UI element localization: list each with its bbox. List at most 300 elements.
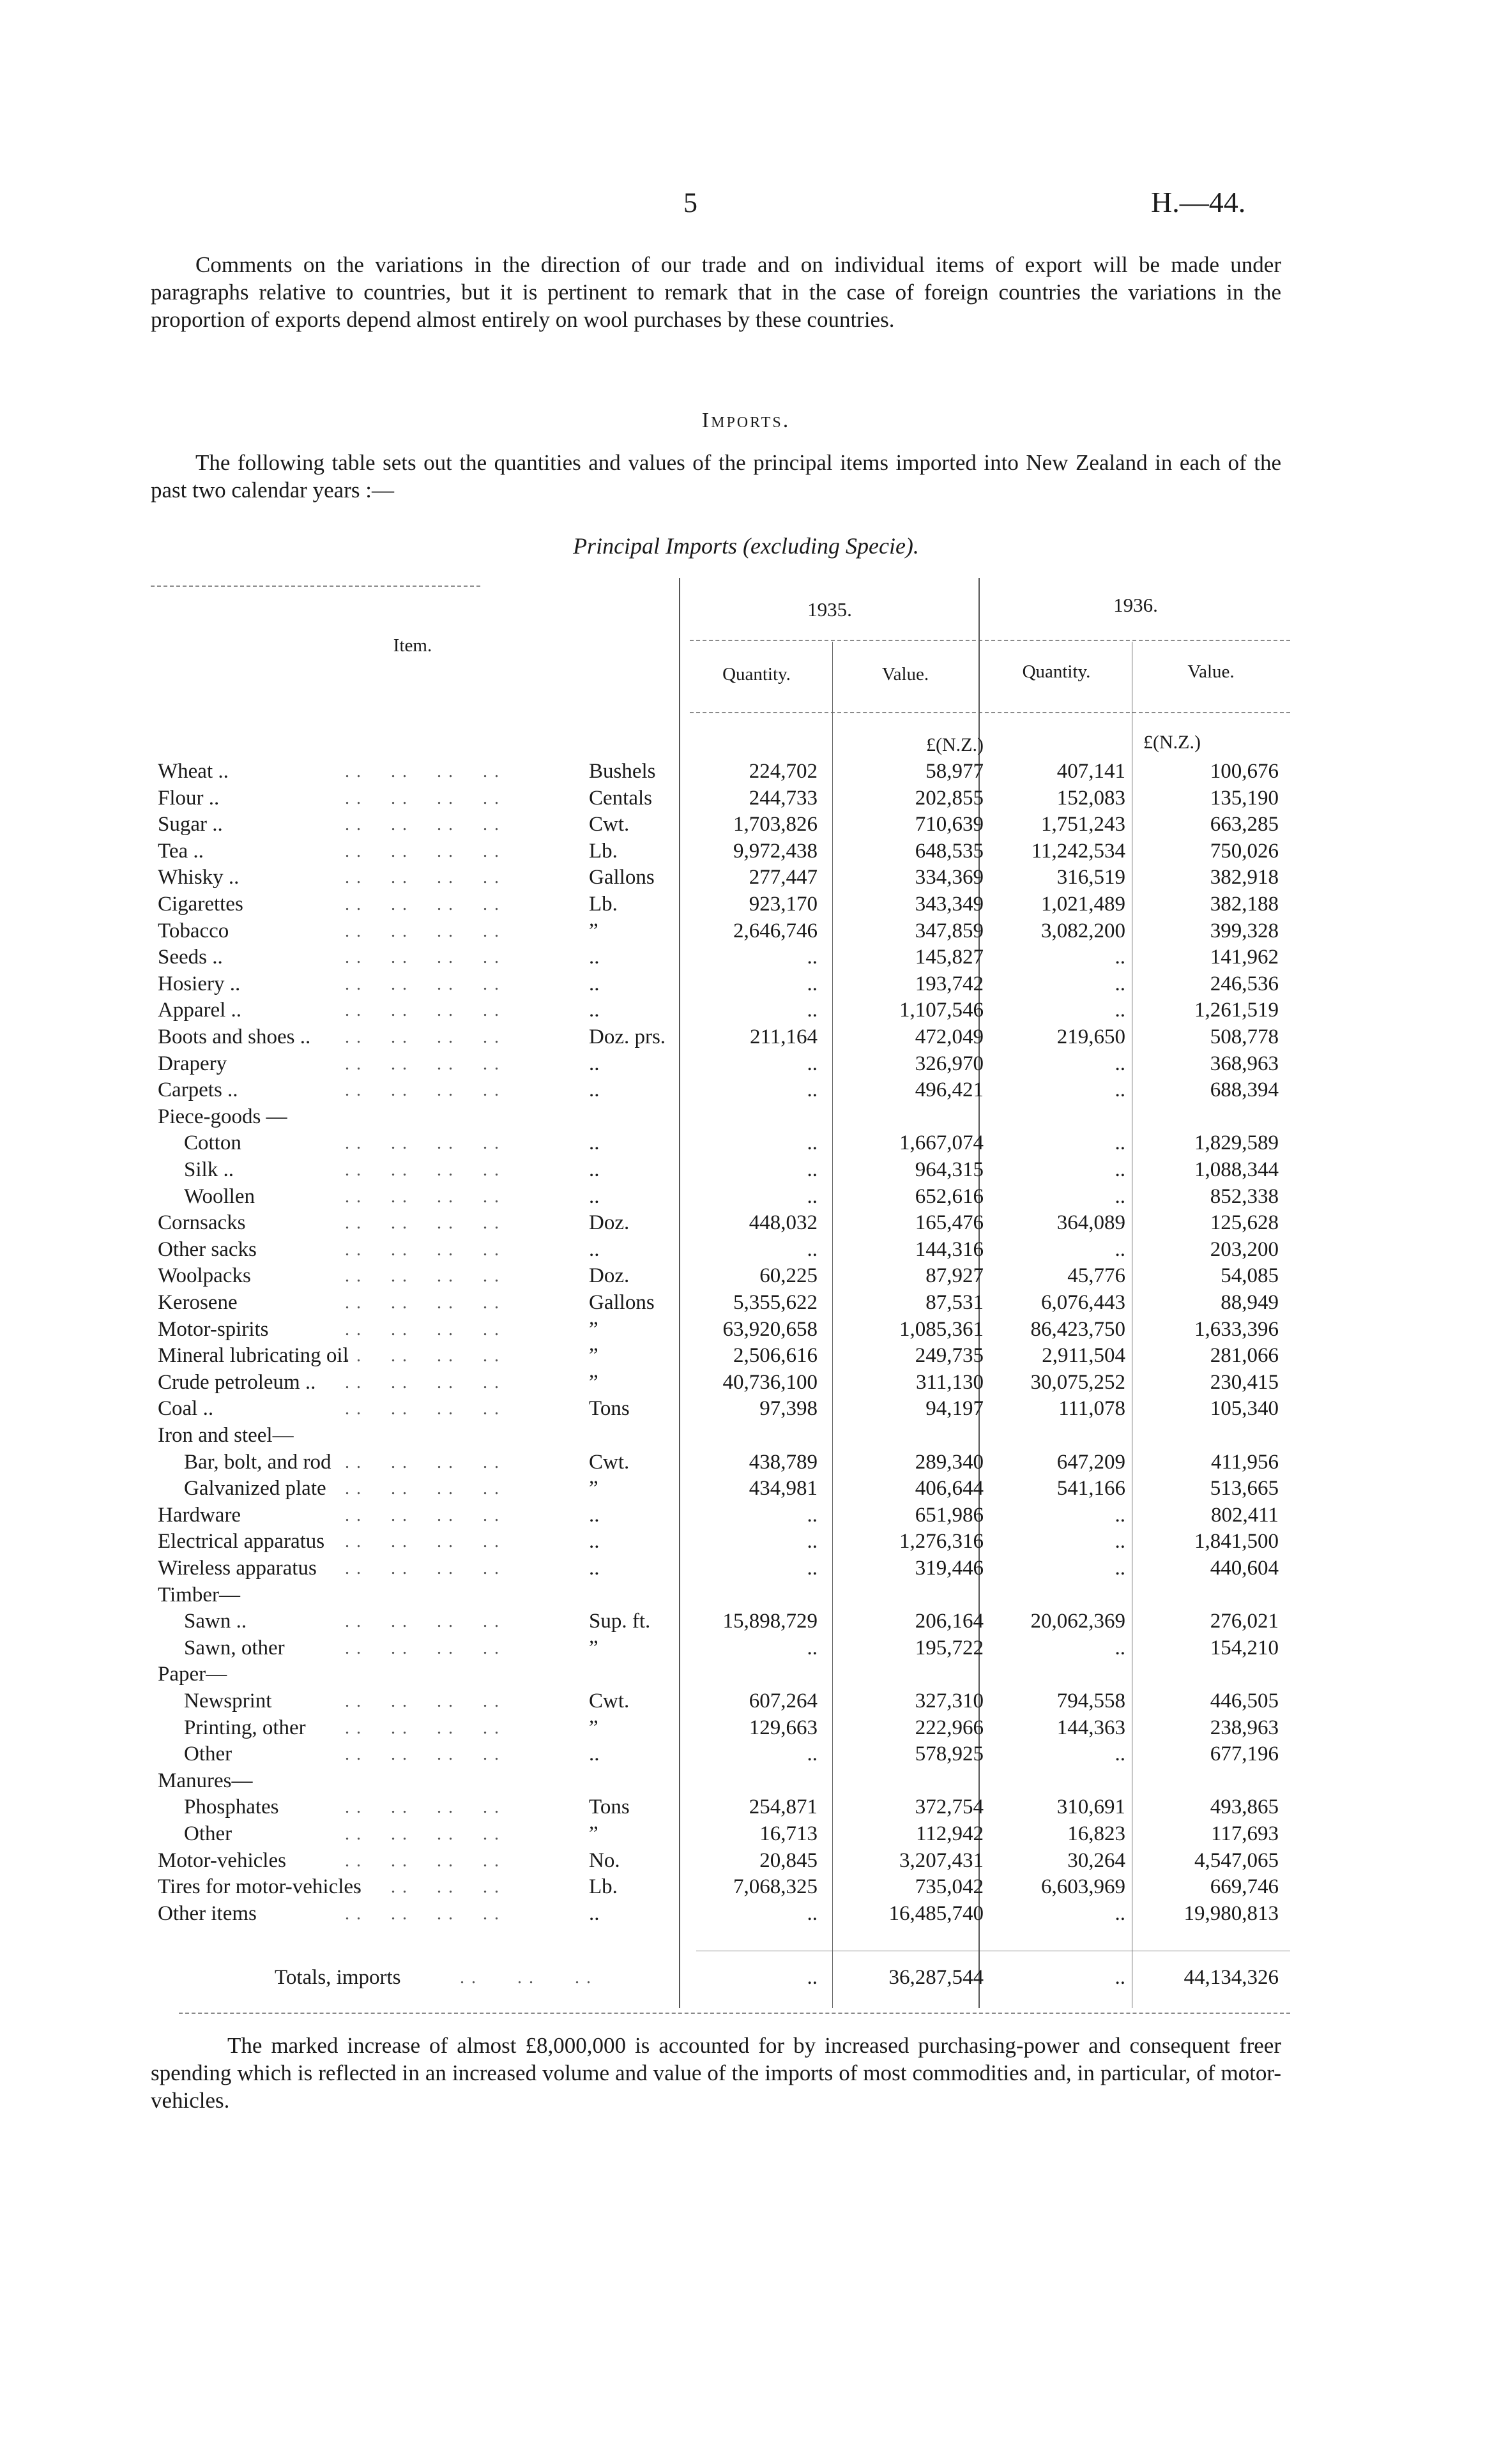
dot-leader: . . . . . . . . <box>345 1133 500 1154</box>
value-1935-cell: 343,349 <box>915 893 984 916</box>
item-name: Bar, bolt, and rod <box>184 1450 331 1474</box>
dot-leader: . . . . . . . . <box>345 1372 500 1393</box>
table-row <box>0 1051 1492 1077</box>
item-name: Coal .. <box>158 1397 214 1421</box>
value-1935-cell: 372,754 <box>915 1795 984 1819</box>
item-name: Silk .. <box>184 1158 234 1181</box>
quantity-1936-cell: 111,078 <box>1058 1397 1125 1421</box>
quantity-1936-cell: .. <box>1115 1184 1125 1208</box>
quantity-1936-cell: .. <box>1115 1742 1125 1766</box>
item-name: Sugar .. <box>158 813 223 836</box>
closing-paragraph: The marked increase of almost £8,000,000 is accounted for by increased purchasing-power and consequent freer spending which is reflected in an increased volume and value of the imports of most commodities and, in particular, of motor-vehicles. <box>151 2033 1281 2113</box>
total-value-1935: 36,287,544 <box>888 1966 984 1989</box>
quantity-1936-cell: .. <box>1115 1530 1125 1553</box>
quantity-1935-cell: .. <box>807 1636 818 1659</box>
table-row <box>0 1688 1492 1714</box>
value-1936-cell: 382,188 <box>1210 893 1279 916</box>
value-1935-cell: 16,485,740 <box>888 1901 984 1925</box>
unit-cell: ” <box>589 1636 598 1659</box>
currency-1936: £(N.Z.) <box>1143 732 1201 753</box>
quantity-1936-cell: 219,650 <box>1056 1025 1125 1048</box>
dot-leader: . . . . . . . . <box>345 1505 500 1525</box>
value-1935-cell: 496,421 <box>915 1078 984 1102</box>
quantity-1935-cell: 40,736,100 <box>722 1370 818 1394</box>
item-name: Flour .. <box>158 786 220 810</box>
quantity-1935-cell: 15,898,729 <box>722 1610 818 1633</box>
header-value-1935: Value. <box>881 664 929 684</box>
quantity-1935-cell: .. <box>807 1158 818 1181</box>
table-row <box>0 759 1492 785</box>
table-row <box>0 1290 1492 1316</box>
quantity-1935-cell: 7,068,325 <box>733 1875 818 1899</box>
item-name: Hosiery .. <box>158 972 241 995</box>
table-row <box>0 838 1492 865</box>
dot-leader: . . . . . . . . <box>345 1293 500 1313</box>
unit-cell: Cwt. <box>589 1450 630 1474</box>
quantity-1935-cell: .. <box>807 1184 818 1208</box>
quantity-1935-cell: 2,506,616 <box>733 1344 818 1368</box>
dot-leader: . . . . . . . . <box>345 948 500 968</box>
table-row <box>0 1184 1492 1210</box>
table-row <box>0 1768 1492 1794</box>
dot-leader: . . . . . . . . <box>345 815 500 835</box>
table-row <box>0 1661 1492 1688</box>
quantity-1936-cell: .. <box>1115 1158 1125 1181</box>
value-1935-cell: 651,986 <box>915 1503 984 1527</box>
quantity-1936-cell: 11,242,534 <box>1031 839 1125 863</box>
value-1936-cell: 141,962 <box>1210 946 1279 969</box>
unit-cell: .. <box>589 1742 600 1766</box>
quantity-1936-cell: 30,075,252 <box>1030 1370 1125 1394</box>
value-1935-cell: 249,735 <box>915 1344 984 1368</box>
unit-cell: .. <box>589 1530 600 1553</box>
dot-leader: . . . . . . . . <box>345 1718 500 1738</box>
quantity-1936-cell: .. <box>1115 1052 1125 1075</box>
item-name: Cotton <box>184 1131 241 1155</box>
unit-cell: .. <box>589 1503 600 1527</box>
table-row <box>0 1449 1492 1476</box>
table-row <box>0 997 1492 1024</box>
quantity-1935-cell: 2,646,746 <box>733 919 818 942</box>
item-name: Electrical apparatus <box>158 1530 325 1553</box>
value-1936-cell: 1,841,500 <box>1194 1530 1279 1553</box>
dot-leader: . . . . . . . . <box>345 868 500 888</box>
unit-cell: Doz. <box>589 1264 630 1288</box>
value-1936-cell: 446,505 <box>1210 1689 1279 1712</box>
value-1936-cell: 246,536 <box>1210 972 1279 995</box>
table-row <box>0 785 1492 812</box>
table-row <box>0 1635 1492 1661</box>
total-row <box>0 1965 1492 1991</box>
value-1935-cell: 1,085,361 <box>899 1317 984 1341</box>
item-name: Tobacco <box>158 919 229 942</box>
value-1936-cell: 802,411 <box>1210 1503 1279 1527</box>
currency-1935: £(N.Z.) <box>926 734 984 755</box>
quantity-1936-cell: 407,141 <box>1056 760 1125 783</box>
value-1936-cell: 117,693 <box>1210 1822 1279 1845</box>
dot-leader: . . . . . . . . <box>345 1054 500 1074</box>
quantity-1935-cell: .. <box>807 1052 818 1075</box>
quantity-1936-cell: .. <box>1115 1131 1125 1155</box>
item-name: Cornsacks <box>158 1211 246 1235</box>
quantity-1936-cell: 20,062,369 <box>1030 1610 1125 1633</box>
value-1935-cell: 112,942 <box>915 1822 984 1845</box>
quantity-1935-cell: .. <box>807 1901 818 1925</box>
quantity-1935-cell: 923,170 <box>749 893 818 916</box>
item-name: Paper— <box>158 1663 227 1686</box>
header-item: Item. <box>393 635 432 656</box>
quantity-1935-cell: 254,871 <box>749 1795 818 1819</box>
value-1936-cell: 19,980,813 <box>1184 1901 1279 1925</box>
value-1935-cell: 87,531 <box>925 1291 984 1314</box>
quantity-1935-cell: 16,713 <box>759 1822 818 1845</box>
quantity-1935-cell: 20,845 <box>759 1848 818 1872</box>
quantity-1935-cell: 97,398 <box>759 1397 818 1421</box>
quantity-1935-cell: 129,663 <box>749 1716 818 1739</box>
value-1935-cell: 1,107,546 <box>899 999 984 1022</box>
dot-leader: . . . . . . . . <box>345 921 500 941</box>
unit-cell: Tons <box>589 1397 630 1421</box>
quantity-1936-cell: .. <box>1115 946 1125 969</box>
unit-cell: .. <box>589 1901 600 1925</box>
table-row <box>0 1502 1492 1529</box>
dot-leader: . . . . . . . . <box>345 1532 500 1552</box>
quantity-1936-cell: 794,558 <box>1056 1689 1125 1712</box>
value-1936-cell: 677,196 <box>1210 1742 1279 1766</box>
item-name: Manures— <box>158 1769 253 1792</box>
quantity-1936-cell: 152,083 <box>1056 786 1125 810</box>
quantity-1936-cell: 2,911,504 <box>1042 1344 1125 1368</box>
unit-cell: Lb. <box>589 839 618 863</box>
item-name: Tea .. <box>158 839 204 863</box>
table-row <box>0 1237 1492 1263</box>
dot-leader: . . . . . . . . <box>345 1479 500 1499</box>
value-1936-cell: 154,210 <box>1210 1636 1279 1659</box>
quantity-1936-cell: 16,823 <box>1067 1822 1125 1845</box>
value-1935-cell: 735,042 <box>915 1875 984 1899</box>
unit-cell: No. <box>589 1848 620 1872</box>
item-name: Printing, other <box>184 1716 306 1739</box>
value-1936-cell: 382,918 <box>1210 866 1279 889</box>
quantity-1936-cell: .. <box>1115 1503 1125 1527</box>
quantity-1936-cell: .. <box>1115 1901 1125 1925</box>
value-1935-cell: 1,667,074 <box>899 1131 984 1155</box>
table-row <box>0 1396 1492 1422</box>
quantity-1935-cell: 607,264 <box>749 1689 818 1712</box>
header-quantity-1936: Quantity. <box>1022 661 1091 682</box>
quantity-1936-cell: 647,209 <box>1056 1450 1125 1474</box>
table-row <box>0 1582 1492 1608</box>
value-1935-cell: 472,049 <box>915 1025 984 1048</box>
total-value-1936: 44,134,326 <box>1184 1966 1279 1989</box>
item-name: Apparel .. <box>158 999 242 1022</box>
dot-leader: . . . . . . . . <box>345 1903 500 1924</box>
quantity-1935-cell: 224,702 <box>749 760 818 783</box>
dot-leader: . . . . . . . . <box>345 1266 500 1287</box>
table-row <box>0 918 1492 944</box>
item-name: Iron and steel— <box>158 1424 294 1447</box>
section-paragraph: The following table sets out the quantities and values of the principal items imported into New Zealand in each of the past two calendar years :— <box>151 450 1281 503</box>
table-row <box>0 1555 1492 1582</box>
unit-cell: .. <box>589 946 600 969</box>
value-1935-cell: 94,197 <box>925 1397 984 1421</box>
item-name: Timber— <box>158 1583 240 1606</box>
unit-cell: Cwt. <box>589 813 630 836</box>
unit-cell: .. <box>589 1237 600 1261</box>
page-number: 5 <box>683 187 697 218</box>
unit-cell: ” <box>589 1344 598 1368</box>
table-row <box>0 1821 1492 1847</box>
value-1935-cell: 652,616 <box>915 1184 984 1208</box>
table-row <box>0 1874 1492 1900</box>
quantity-1935-cell: 5,355,622 <box>733 1291 818 1314</box>
item-name: Other <box>184 1742 232 1766</box>
value-1935-cell: 648,535 <box>915 839 984 863</box>
unit-cell: Doz. prs. <box>589 1025 666 1048</box>
value-1936-cell: 411,956 <box>1210 1450 1279 1474</box>
value-1936-cell: 1,633,396 <box>1194 1317 1279 1341</box>
quantity-1935-cell: 244,733 <box>749 786 818 810</box>
value-1935-cell: 406,644 <box>915 1477 984 1500</box>
quantity-1935-cell: 63,920,658 <box>722 1317 818 1341</box>
quantity-1936-cell: 45,776 <box>1067 1264 1125 1288</box>
unit-cell: ” <box>589 1822 598 1845</box>
value-1936-cell: 440,604 <box>1210 1557 1279 1580</box>
item-name: Sawn .. <box>184 1610 247 1633</box>
item-name: Cigarettes <box>158 893 243 916</box>
dot-leader: . . . . . . . . <box>345 1797 500 1818</box>
quantity-1936-cell: 3,082,200 <box>1041 919 1125 942</box>
dot-leader: . . . . . . . . <box>345 1559 500 1578</box>
dot-leader: . . . . . . . . <box>345 1213 500 1234</box>
value-1935-cell: 326,970 <box>915 1052 984 1075</box>
quantity-1936-cell: .. <box>1115 1237 1125 1261</box>
table-row <box>0 1423 1492 1449</box>
unit-cell: ” <box>589 1477 598 1500</box>
dot-leader: . . . . . . . . <box>345 1346 500 1366</box>
value-1935-cell: 578,925 <box>915 1742 984 1766</box>
unit-cell: Bushels <box>589 760 656 783</box>
value-1936-cell: 230,415 <box>1210 1370 1279 1394</box>
quantity-1935-cell: .. <box>807 999 818 1022</box>
quantity-1935-cell: .. <box>807 972 818 995</box>
value-1936-cell: 1,088,344 <box>1194 1158 1279 1181</box>
item-name: Drapery <box>158 1052 227 1075</box>
unit-cell: .. <box>589 1052 600 1075</box>
unit-cell: Gallons <box>589 1291 655 1314</box>
value-1936-cell: 1,261,519 <box>1194 999 1279 1022</box>
dot-leader: . . . . . . . . <box>345 1612 500 1632</box>
quantity-1936-cell: 310,691 <box>1056 1795 1125 1819</box>
value-1936-cell: 276,021 <box>1210 1610 1279 1633</box>
unit-cell: .. <box>589 972 600 995</box>
value-1935-cell: 202,855 <box>915 786 984 810</box>
item-name: Seeds .. <box>158 946 223 969</box>
value-1936-cell: 669,746 <box>1210 1875 1279 1899</box>
table-row <box>0 1901 1492 1927</box>
unit-cell: ” <box>589 1716 598 1739</box>
table-row <box>0 1263 1492 1289</box>
item-name: Galvanized plate <box>184 1477 326 1500</box>
item-name: Hardware <box>158 1503 241 1527</box>
quantity-1935-cell: .. <box>807 946 818 969</box>
dot-leader: . . . . . . <box>460 1968 592 1988</box>
header-quantity-1935: Quantity. <box>722 664 791 684</box>
quantity-1935-cell: .. <box>807 1131 818 1155</box>
item-name: Motor-spirits <box>158 1317 269 1341</box>
item-name: Mineral lubricating oil <box>158 1344 349 1368</box>
quantity-1935-cell: 277,447 <box>749 866 818 889</box>
unit-cell: Gallons <box>589 866 655 889</box>
table-row <box>0 1794 1492 1820</box>
item-name: Other <box>184 1822 232 1845</box>
value-1935-cell: 165,476 <box>915 1211 984 1235</box>
value-1936-cell: 238,963 <box>1210 1716 1279 1739</box>
quantity-1936-cell: 364,089 <box>1056 1211 1125 1235</box>
quantity-1935-cell: .. <box>807 1742 818 1766</box>
table-row <box>0 1343 1492 1369</box>
value-1935-cell: 964,315 <box>915 1158 984 1181</box>
item-name: Boots and shoes .. <box>158 1025 311 1048</box>
quantity-1936-cell: 86,423,750 <box>1030 1317 1125 1341</box>
value-1935-cell: 311,130 <box>915 1370 984 1394</box>
value-1936-cell: 493,865 <box>1210 1795 1279 1819</box>
value-1936-cell: 852,338 <box>1210 1184 1279 1208</box>
table-caption: Principal Imports (excluding Specie). <box>573 533 919 559</box>
unit-cell: ” <box>589 1317 598 1341</box>
value-1936-cell: 135,190 <box>1210 786 1279 810</box>
value-1935-cell: 327,310 <box>915 1689 984 1712</box>
value-1936-cell: 105,340 <box>1210 1397 1279 1421</box>
quantity-1935-cell: 448,032 <box>749 1211 818 1235</box>
quantity-1935-cell: .. <box>807 1557 818 1580</box>
value-1935-cell: 87,927 <box>925 1264 984 1288</box>
table-row <box>0 1104 1492 1130</box>
dot-leader: . . . . . . . . <box>345 1080 500 1101</box>
table-row <box>0 944 1492 971</box>
dot-leader: . . . . . . . . <box>345 1027 500 1047</box>
table-row <box>0 1210 1492 1236</box>
header-year-1936: 1936. <box>1113 594 1158 616</box>
total-quantity-1936: .. <box>1115 1966 1125 1989</box>
item-name: Sawn, other <box>184 1636 285 1659</box>
quantity-1936-cell: 1,021,489 <box>1041 893 1125 916</box>
value-1936-cell: 688,394 <box>1210 1078 1279 1102</box>
dot-leader: . . . . . . . . <box>345 1824 500 1844</box>
value-1935-cell: 145,827 <box>915 946 984 969</box>
value-1935-cell: 195,722 <box>915 1636 984 1659</box>
dot-leader: . . . . . . . . <box>345 895 500 914</box>
value-1936-cell: 663,285 <box>1210 813 1279 836</box>
item-name: Carpets .. <box>158 1078 238 1102</box>
unit-cell: Tons <box>589 1795 630 1819</box>
unit-cell: Lb. <box>589 1875 618 1899</box>
item-name: Piece-goods — <box>158 1105 287 1128</box>
value-1935-cell: 222,966 <box>915 1716 984 1739</box>
dot-leader: . . . . . . . . <box>345 1877 500 1898</box>
unit-cell: Centals <box>589 786 652 810</box>
table-row <box>0 1608 1492 1635</box>
quantity-1936-cell: .. <box>1115 1078 1125 1102</box>
table-row <box>0 1317 1492 1343</box>
dot-leader: . . . . . . . . <box>345 841 500 861</box>
value-1936-cell: 125,628 <box>1210 1211 1279 1235</box>
quantity-1935-cell: 9,972,438 <box>733 839 818 863</box>
quantity-1936-cell: 144,363 <box>1056 1716 1125 1739</box>
item-name: Wireless apparatus <box>158 1557 317 1580</box>
table-row <box>0 812 1492 838</box>
table-row <box>0 971 1492 997</box>
dot-leader: . . . . . . . . <box>345 762 500 782</box>
unit-cell: Lb. <box>589 893 618 916</box>
unit-cell: .. <box>589 1557 600 1580</box>
value-1935-cell: 193,742 <box>915 972 984 995</box>
value-1936-cell: 54,085 <box>1221 1264 1279 1288</box>
unit-cell: .. <box>589 999 600 1022</box>
value-1936-cell: 513,665 <box>1210 1477 1279 1500</box>
unit-cell: .. <box>589 1158 600 1181</box>
value-1935-cell: 1,276,316 <box>899 1530 984 1553</box>
section-heading: Imports. <box>701 409 791 432</box>
dot-leader: . . . . . . . . <box>345 1239 500 1260</box>
table-row <box>0 1024 1492 1050</box>
document-reference: H.—44. <box>1151 186 1246 218</box>
quantity-1935-cell: 434,981 <box>749 1477 818 1500</box>
value-1936-cell: 368,963 <box>1210 1052 1279 1075</box>
quantity-1936-cell: 541,166 <box>1056 1477 1125 1500</box>
value-1936-cell: 100,676 <box>1210 760 1279 783</box>
item-name: Woollen <box>184 1184 255 1208</box>
quantity-1936-cell: 316,519 <box>1056 866 1125 889</box>
item-name: Phosphates <box>184 1795 279 1819</box>
value-1935-cell: 206,164 <box>915 1610 984 1633</box>
quantity-1935-cell: .. <box>807 1237 818 1261</box>
quantity-1935-cell: .. <box>807 1530 818 1553</box>
unit-cell: Cwt. <box>589 1689 630 1712</box>
item-name: Other items <box>158 1901 257 1925</box>
dot-leader: . . . . . . . . <box>345 788 500 808</box>
quantity-1935-cell: .. <box>807 1503 818 1527</box>
table-row <box>0 1529 1492 1555</box>
value-1936-cell: 750,026 <box>1210 839 1279 863</box>
quantity-1936-cell: 6,076,443 <box>1041 1291 1125 1314</box>
item-name: Kerosene <box>158 1291 238 1314</box>
table-row <box>0 1077 1492 1103</box>
table-row <box>0 1130 1492 1156</box>
value-1935-cell: 58,977 <box>925 760 984 783</box>
table-row <box>0 1476 1492 1502</box>
quantity-1935-cell: .. <box>807 1078 818 1102</box>
value-1936-cell: 508,778 <box>1210 1025 1279 1048</box>
dot-leader: . . . . . . . . <box>345 1850 500 1871</box>
value-1935-cell: 144,316 <box>915 1237 984 1261</box>
quantity-1935-cell: 438,789 <box>749 1450 818 1474</box>
dot-leader: . . . . . . . . <box>345 1691 500 1711</box>
dot-leader: . . . . . . . . <box>345 1186 500 1207</box>
table-row <box>0 1157 1492 1183</box>
value-1936-cell: 1,829,589 <box>1194 1131 1279 1155</box>
value-1935-cell: 710,639 <box>915 813 984 836</box>
quantity-1935-cell: 60,225 <box>759 1264 818 1288</box>
unit-cell: ” <box>589 1370 598 1394</box>
table-row <box>0 1848 1492 1874</box>
quantity-1936-cell: .. <box>1115 999 1125 1022</box>
item-name: Crude petroleum .. <box>158 1370 316 1394</box>
value-1936-cell: 203,200 <box>1210 1237 1279 1261</box>
value-1935-cell: 289,340 <box>915 1450 984 1474</box>
value-1935-cell: 334,369 <box>915 866 984 889</box>
unit-cell: .. <box>589 1184 600 1208</box>
